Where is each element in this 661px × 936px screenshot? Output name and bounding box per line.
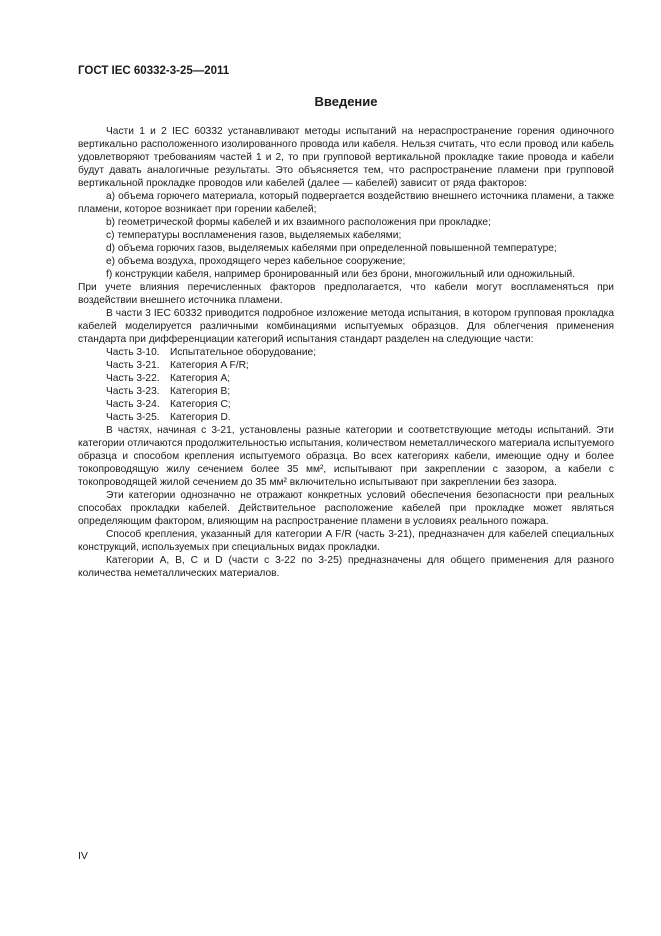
- factors-conclusion: При учете влияния перечисленных факторов предполагается, что кабели могут воспламеняться при воздействии внешнего источника пламени.: [78, 282, 614, 306]
- part-title: Категория D.: [170, 412, 231, 423]
- part-list-item: [78, 359, 614, 372]
- section-title: Введение: [314, 94, 378, 109]
- part-number: Часть 3-23.: [106, 386, 160, 397]
- part-list-item: [78, 411, 614, 424]
- part-title: Категория A F/R;: [170, 360, 249, 371]
- general-use-paragraph: Категории A, B, C и D (части с 3-22 по 3-25) предназначены для общего применения для разного количества неметаллических материалов.: [78, 555, 614, 579]
- page-number: IV: [78, 850, 88, 862]
- part-list-item: [78, 385, 614, 398]
- part-title: Категория B;: [170, 386, 231, 397]
- mounting-paragraph: Способ крепления, указанный для категории A F/R (часть 3-21), предназначен для кабелей специальных конструкций, используемых при специальных видах прокладки.: [78, 529, 614, 553]
- safety-paragraph: Эти категории однозначно не отражают конкретных условий обеспечения безопасности при реальных способах прокладки кабелей. Действительное расположение кабелей при прокладке может являться определяющим фактором, влияющим на распространение пламени в условиях реального пожара.: [78, 490, 614, 527]
- part-number: Часть 3-10.: [106, 347, 160, 358]
- part-number: Часть 3-24.: [106, 399, 160, 410]
- part-list-item: [78, 398, 614, 411]
- part-list-item: [78, 346, 614, 359]
- part-list-item: [78, 372, 614, 385]
- part-number: Часть 3-21.: [106, 360, 160, 371]
- standard-header: ГОСТ IEC 60332-3-25—2011: [78, 65, 230, 77]
- factor-item: f) конструкции кабеля, например бронированный или без брони, многожильный или одножильный.: [106, 269, 576, 280]
- factor-item: a) объема горючего материала, который подвергается воздействию внешнего источника пламени, а также пламени, которое возникает при горении кабелей;: [78, 191, 614, 215]
- part-title: Категория A;: [170, 373, 231, 384]
- factor-item: d) объема горючих газов, выделяемых кабелями при определенной повышенной температуре;: [106, 243, 557, 254]
- part-title: Испытательное оборудование;: [170, 347, 317, 358]
- document-body: [78, 125, 614, 580]
- intro-paragraph: Части 1 и 2 IEC 60332 устанавливают методы испытаний на нераспространение горения одиночного вертикально расположенного изолированного провода или кабеля. Нельзя считать, что если провод или кабель удовлетворяют требованиям частей 1 и 2, то при групповой вертикальной прокладке такие провода и кабели будут давать аналогичные результаты. Это объясняется тем, что распространение пламени при групповой вертикальной прокладке проводов или кабелей (далее — кабелей) зависит от ряда факторов:: [78, 126, 614, 189]
- categories-paragraph: В частях, начиная с 3-21, установлены разные категории и соответствующие методы испытаний. Эти категории отличаются продолжительностью испытания, количеством неметаллического материала испытуемого образца и способом крепления испытуемого образца. Во всех категориях кабели, имеющие одну и более токопроводящую жилу сечением более 35 мм², испытывают при закреплении с зазором, а кабели с токопроводящей жилой сечением до 35 мм² включительно испытывают при закреплении без зазора.: [78, 425, 614, 488]
- factor-item: b) геометрической формы кабелей и их взаимного расположения при прокладке;: [106, 217, 491, 228]
- factor-item: c) температуры воспламенения газов, выделяемых кабелями;: [106, 230, 402, 241]
- part3-paragraph: В части 3 IEC 60332 приводится подробное изложение метода испытания, в котором групповая прокладка кабелей моделируется различными комбинациями испытуемых образцов. Для облегчения применения стандарта при дифференциации категорий испытания стандарт разделен на следующие части:: [78, 308, 614, 345]
- factor-item: e) объема воздуха, проходящего через кабельное сооружение;: [106, 256, 406, 267]
- part-number: Часть 3-25.: [106, 412, 160, 423]
- part-number: Часть 3-22.: [106, 373, 160, 384]
- part-title: Категория C;: [170, 399, 231, 410]
